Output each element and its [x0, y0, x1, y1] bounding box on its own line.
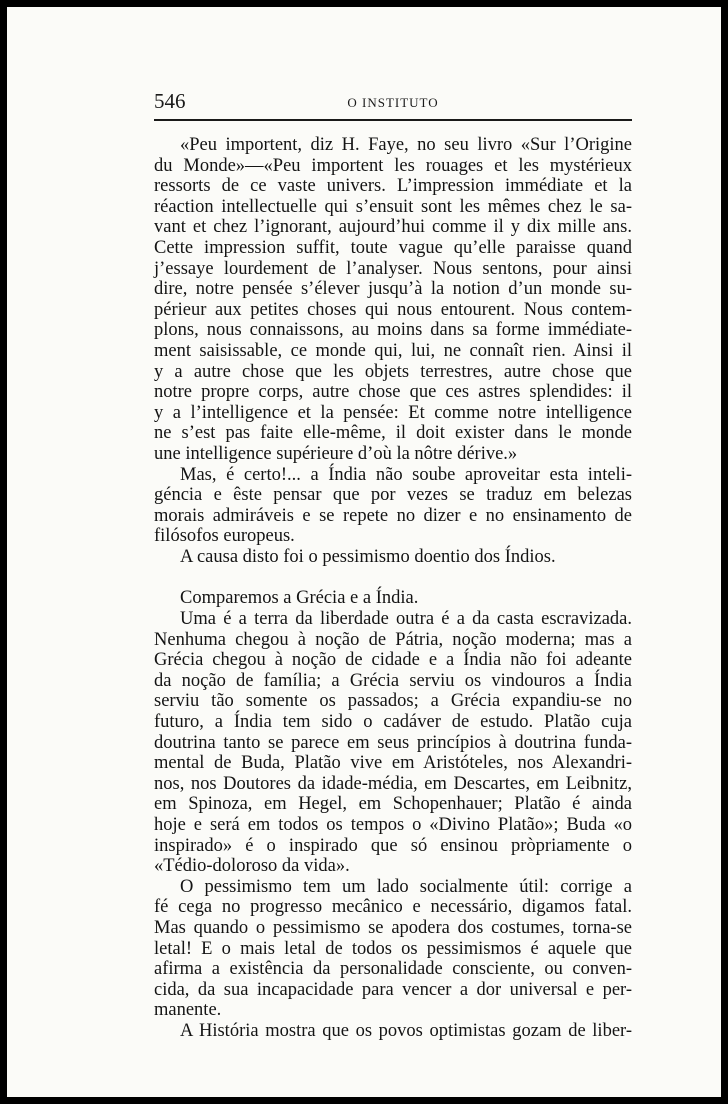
text-line: da noção de família; a Grécia serviu os vindouros a Índia	[154, 670, 632, 691]
text-line: dire, notre pensée s’élever jusqu’à la notion d’un monde su-	[154, 279, 632, 300]
text-line: réaction intellectuelle qui s’ensuit sont les mêmes chez le sa-	[154, 196, 632, 217]
text-line: hoje e será em todos os tempos o «Divino Platão»; Buda «o	[154, 815, 632, 835]
text-line: doutrina tanto se parece em seus princípios à doutrina funda-	[154, 732, 632, 753]
text-line: notre propre corps, autre chose que ces astres splendides: il	[154, 382, 632, 403]
text-line: Mas, é certo!... a Índia não soube aproveitar esta inteli-	[180, 464, 632, 485]
text-line: périeur aux petites choses qui nous entourent. Nous contem-	[154, 299, 632, 320]
text-line: du Monde»—«Peu importent les rouages et les mystérieux	[154, 155, 632, 176]
text-line: mental de Buda, Platão vive em Aristóteles, nos Alexandri-	[154, 753, 632, 774]
text-line: nos, nos Doutores da idade-média, em Descartes, em Leibnitz,	[154, 773, 632, 794]
text-line: Mas quando o pessimismo se apodera dos costumes, torna-se	[154, 917, 632, 938]
text-line: Nenhuma chegou à noção de Pátria, noção moderna; mas a	[154, 629, 632, 650]
text-line: serviu tão somente os passados; a Grécia expandiu-se no	[154, 691, 632, 712]
text-line: filósofos europeus.	[154, 526, 295, 547]
header-rule	[154, 119, 632, 121]
text-line: ment saisissable, ce monde qui, lui, ne connaît rien. Ainsi il	[154, 340, 632, 361]
page-number: 546	[154, 89, 186, 113]
text-line: ressorts de ce vaste univers. L’impression immédiate et la	[154, 176, 632, 197]
body-text	[154, 135, 632, 1042]
running-title: O INSTITUTO	[347, 95, 439, 110]
text-line: y a autre chose que les objets terrestres, autre chose que	[154, 361, 632, 382]
text-line: afirma a existência da personalidade consciente, ou conven-	[154, 959, 632, 980]
text-line: em Spinoza, em Hegel, em Schopenhauer; Platão é ainda	[154, 794, 632, 815]
text-line: y a l’intelligence et la pensée: Et comme notre intelligence	[154, 402, 632, 423]
text-line: «Peu importent, diz H. Faye, no seu livro «Sur l’Origine	[180, 135, 632, 155]
text-line: Cette impression suffit, toute vague qu’elle paraisse quand	[154, 237, 632, 258]
text-line: «Tédio-doloroso da vida».	[154, 856, 350, 877]
text-line: plons, nous connaissons, au moins dans sa forme immédiate-	[154, 320, 632, 341]
text-line: Comparemos a Grécia e a Índia.	[180, 588, 419, 609]
page-header	[154, 89, 632, 113]
text-line: géncia e êste pensar que por vezes se traduz em belezas	[154, 485, 632, 506]
text-line: morais admiráveis e se repete no dizer e no ensinamento de	[154, 505, 632, 526]
text-line: A História mostra que os povos optimistas gozam de liber-	[180, 1020, 632, 1041]
book-page	[7, 7, 721, 1097]
text-line: A causa disto foi o pessimismo doentio dos Índios.	[180, 546, 556, 567]
text-line: letal! E o mais letal de todos os pessimismos é aquele que	[154, 938, 632, 959]
text-line: vant et chez l’ignorant, aujourd’hui comme il y dix mille ans.	[154, 217, 632, 238]
text-line: cida, da sua incapacidade para vencer a dor universal e per-	[154, 979, 632, 1000]
text-line: inspirado» é o inspirado que só ensinou pròpriamente o	[154, 835, 632, 856]
text-line: manente.	[154, 1000, 222, 1021]
text-line: Uma é a terra da liberdade outra é a da casta escravizada.	[180, 609, 632, 630]
text-line: futuro, a Índia tem sido o cadáver de estudo. Platão cuja	[154, 712, 632, 733]
text-line: j’essaye lourdement de l’analyser. Nous sentons, pour ainsi	[154, 258, 632, 279]
text-line: fé cega no progresso mecânico e necessário, digamos fatal.	[154, 897, 632, 918]
paragraph-gap	[154, 567, 632, 588]
text-line: O pessimismo tem um lado socialmente útil: corrige a	[180, 876, 632, 897]
text-line: Grécia chegou à noção de cidade e a Índia não foi adeante	[154, 650, 632, 671]
text-line: ne s’est pas faite elle-même, il doit exister dans le monde	[154, 423, 632, 444]
text-line: une intelligence supérieure d’où la nôtre dérive.»	[154, 443, 518, 464]
